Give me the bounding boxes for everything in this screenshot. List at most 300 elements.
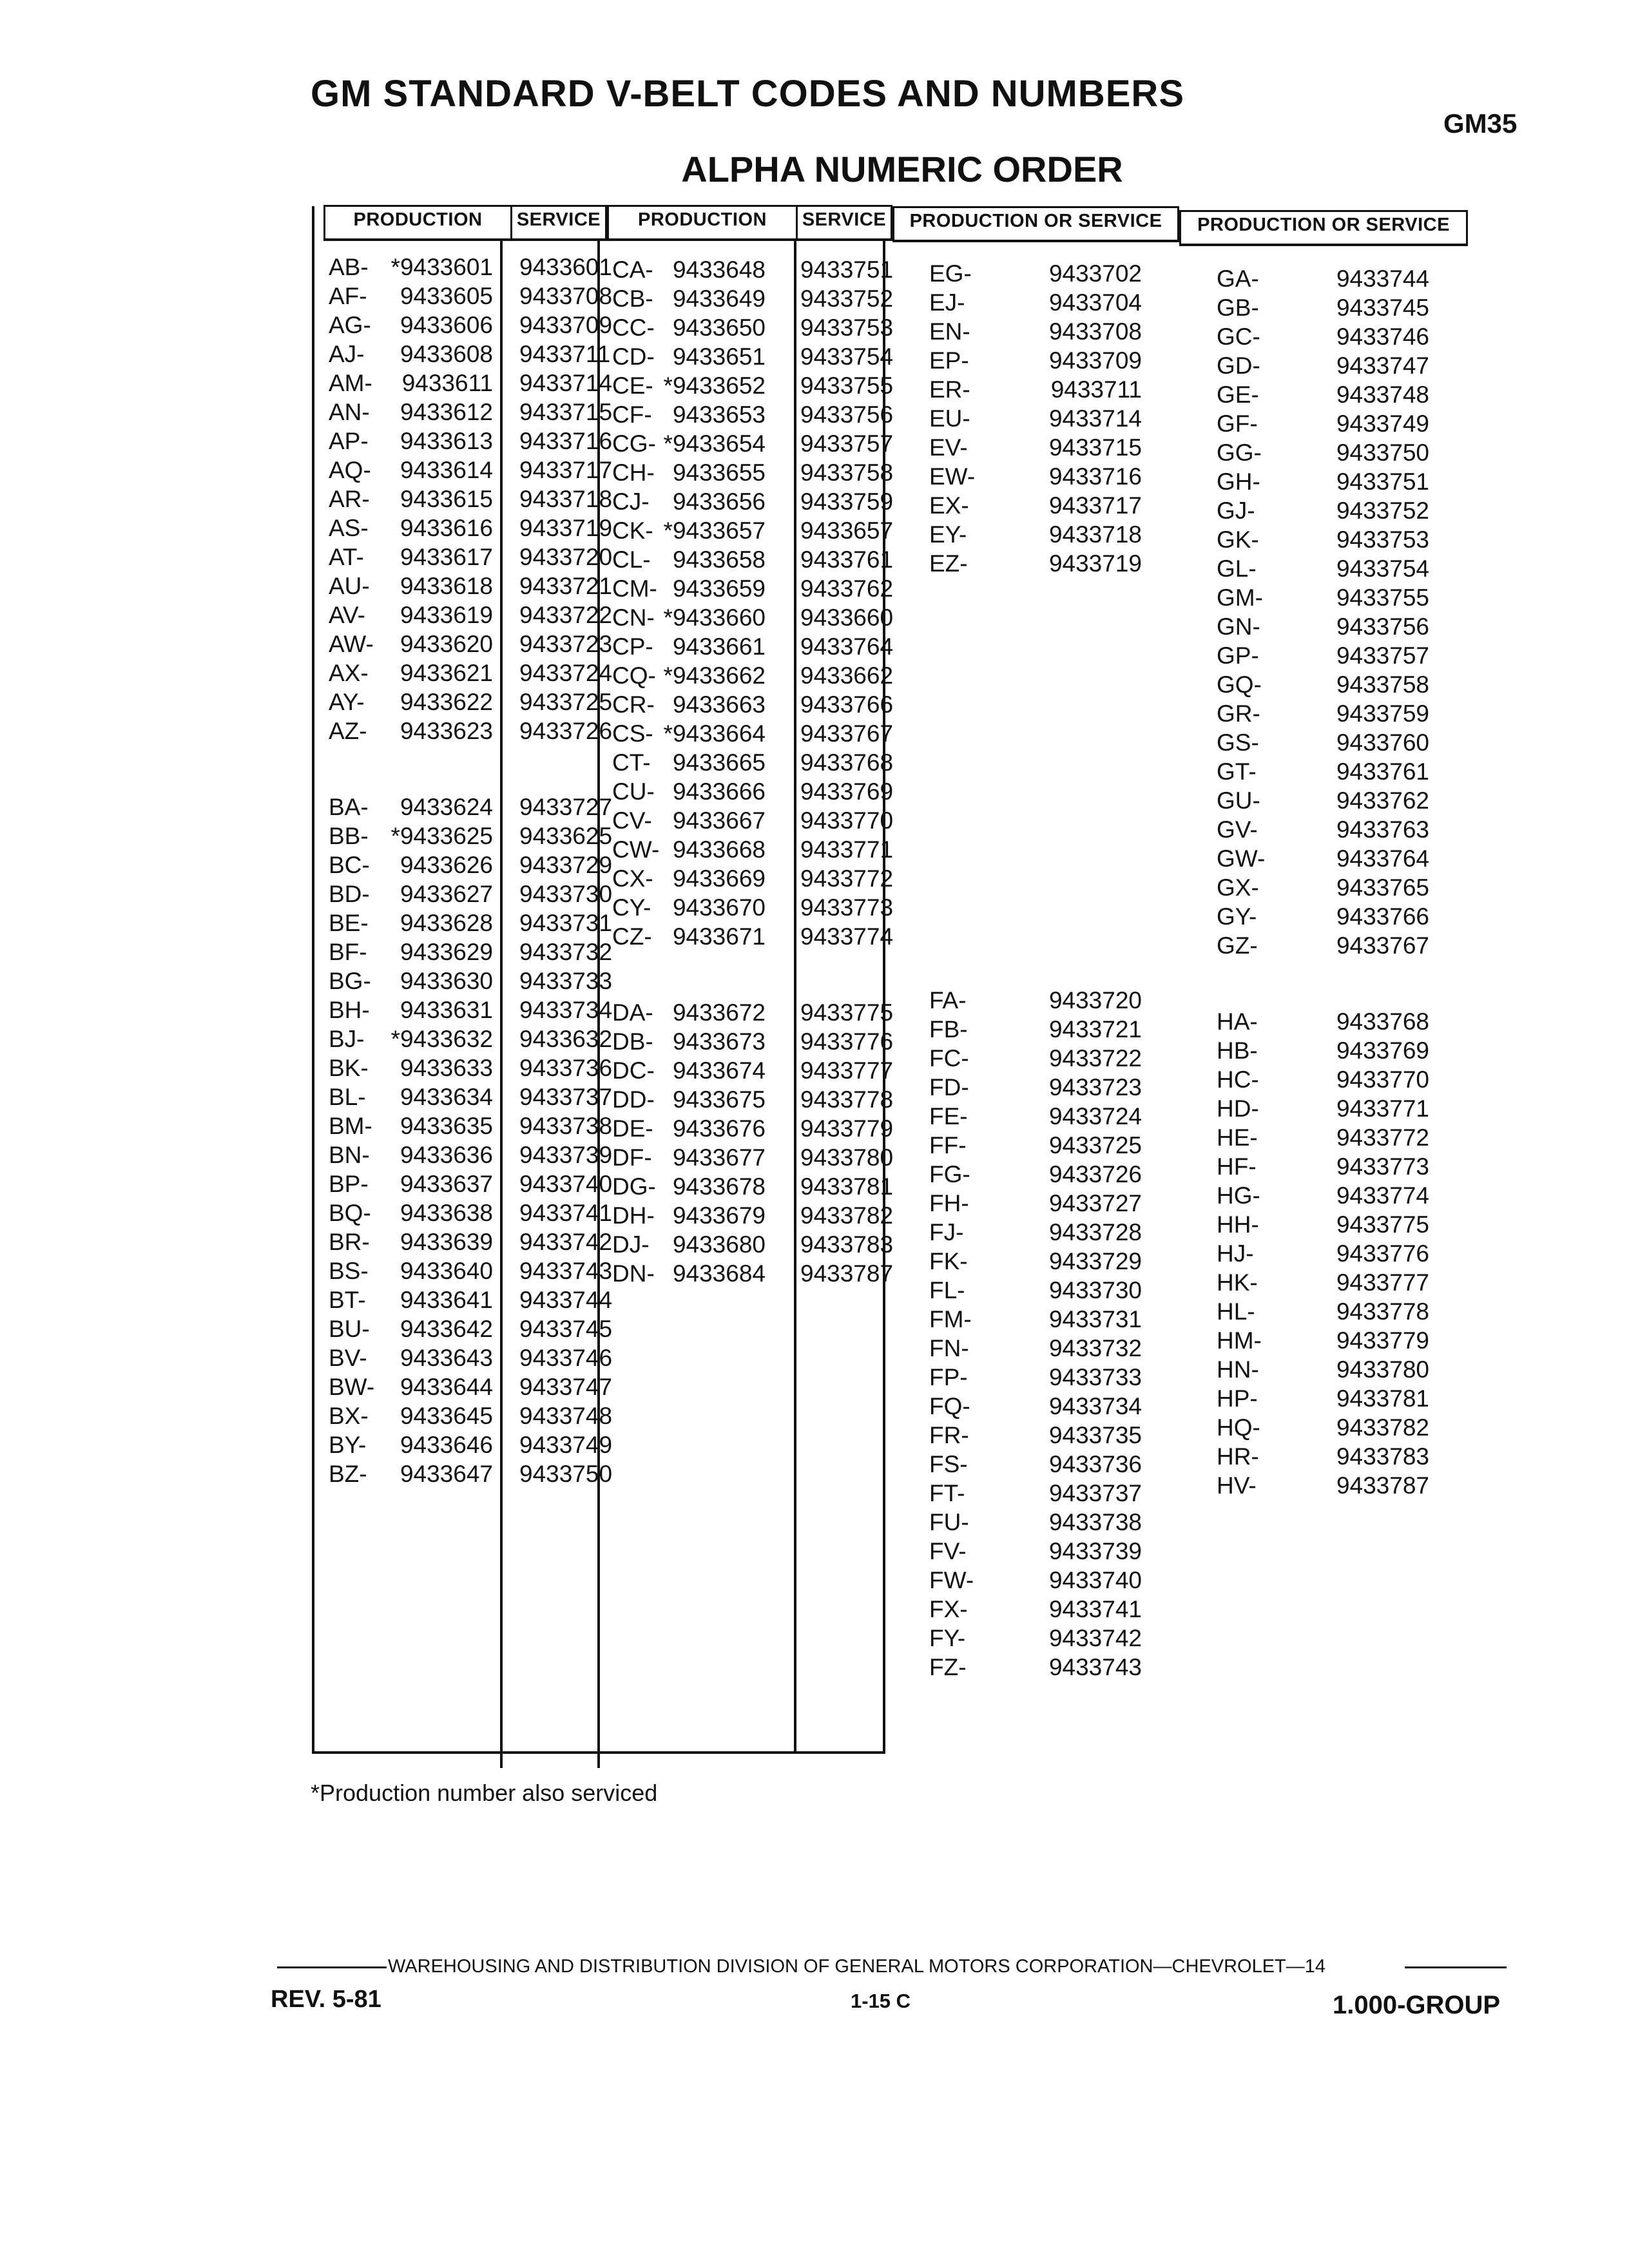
table-row xyxy=(329,514,613,543)
production-number: *9433654 xyxy=(663,430,766,457)
table-row xyxy=(612,1172,894,1201)
production-number: 9433674 xyxy=(672,1057,766,1084)
table-row xyxy=(929,1276,1161,1305)
belt-code: FY- xyxy=(929,1625,966,1651)
service-number: 9433781 xyxy=(800,1173,894,1200)
production-number: 9433748 xyxy=(1336,381,1429,408)
belt-code: FK- xyxy=(929,1248,968,1274)
belt-code: HJ- xyxy=(1217,1240,1254,1267)
production-number: 9433779 xyxy=(1336,1327,1429,1354)
belt-code: EN- xyxy=(929,318,970,345)
col2-top-group xyxy=(612,255,894,951)
table-row xyxy=(612,661,894,690)
belt-code: CU- xyxy=(612,778,655,805)
table-row xyxy=(329,1256,613,1285)
page-subtitle: ALPHA NUMERIC ORDER xyxy=(681,149,1123,189)
table-row xyxy=(1217,1471,1449,1500)
production-number: 9433753 xyxy=(1336,526,1429,553)
belt-code: GR- xyxy=(1217,700,1260,727)
table-row xyxy=(1217,1123,1449,1152)
table-row xyxy=(329,879,613,908)
production-number: 9433755 xyxy=(1336,584,1429,611)
production-number: 9433680 xyxy=(672,1231,766,1258)
service-number: 9433770 xyxy=(800,807,894,834)
production-number: 9433672 xyxy=(672,999,766,1026)
table-row xyxy=(329,908,613,937)
belt-code: GQ- xyxy=(1217,671,1262,698)
table-row xyxy=(329,601,613,629)
table-row xyxy=(1217,641,1449,670)
table-row xyxy=(929,1624,1161,1653)
production-number: 9433648 xyxy=(672,256,766,283)
table-row xyxy=(612,429,894,458)
service-number: 9433772 xyxy=(800,865,894,892)
production-number: 9433645 xyxy=(400,1403,493,1429)
table-row xyxy=(929,1044,1161,1073)
service-number: 9433773 xyxy=(800,894,894,921)
production-number: 9433629 xyxy=(400,939,493,965)
belt-code: CR- xyxy=(612,691,655,718)
belt-code: FL- xyxy=(929,1277,965,1303)
production-number: 9433715 xyxy=(1048,434,1142,461)
table-row xyxy=(1217,931,1449,960)
table-row xyxy=(329,427,613,456)
production-number: 9433655 xyxy=(672,459,766,486)
belt-code: CX- xyxy=(612,865,653,892)
belt-code: FM- xyxy=(929,1306,972,1332)
table-row xyxy=(329,253,613,282)
belt-code: DD- xyxy=(612,1086,655,1113)
production-number: 9433742 xyxy=(1048,1625,1142,1651)
production-number: 9433740 xyxy=(1048,1567,1142,1593)
production-number: 9433739 xyxy=(1048,1538,1142,1564)
belt-code: BG- xyxy=(329,968,371,994)
service-number: 9433752 xyxy=(800,285,894,312)
production-number: 9433766 xyxy=(1336,903,1429,930)
table-row xyxy=(1217,1152,1449,1181)
table-row xyxy=(1217,728,1449,757)
table-row xyxy=(329,1053,613,1082)
service-number: 9433601 xyxy=(519,254,613,280)
belt-code: BZ- xyxy=(329,1461,367,1487)
production-number: 9433729 xyxy=(1048,1248,1142,1274)
table-row xyxy=(612,1114,894,1143)
table-row xyxy=(612,1056,894,1085)
production-number: 9433661 xyxy=(672,633,766,660)
belt-code: BM- xyxy=(329,1113,372,1139)
production-number: 9433684 xyxy=(672,1260,766,1287)
service-number: 9433715 xyxy=(519,399,613,425)
header-prod-or-service-1 xyxy=(892,206,1179,242)
service-number: 9433759 xyxy=(800,488,894,515)
belt-code: BC- xyxy=(329,852,370,878)
page-number: 1-15 C xyxy=(851,1990,911,2012)
production-number: 9433723 xyxy=(1048,1074,1142,1100)
col3-top-group xyxy=(929,259,1161,578)
table-row xyxy=(329,1169,613,1198)
table-row xyxy=(1217,380,1449,409)
production-number: 9433749 xyxy=(1336,410,1429,437)
table-row xyxy=(612,806,894,835)
header-service-1-label: SERVICE xyxy=(516,209,601,230)
production-number: *9433662 xyxy=(663,662,766,689)
belt-code: GN- xyxy=(1217,613,1260,640)
production-number: 9433761 xyxy=(1336,758,1429,785)
belt-code: AG- xyxy=(329,312,371,338)
service-number: 9433737 xyxy=(519,1084,613,1110)
production-number: 9433714 xyxy=(1048,405,1142,432)
production-number: 9433762 xyxy=(1336,787,1429,814)
production-number: 9433711 xyxy=(1050,376,1142,403)
belt-code: AR- xyxy=(329,486,370,512)
service-number: 9433761 xyxy=(800,546,894,573)
table-bottom-border xyxy=(312,1751,885,1754)
belt-code: HP- xyxy=(1217,1385,1258,1412)
table-row xyxy=(329,398,613,427)
belt-code: GJ- xyxy=(1217,497,1255,524)
table-row xyxy=(1217,322,1449,351)
belt-code: AJ- xyxy=(329,341,365,367)
table-row xyxy=(1217,438,1449,467)
table-row xyxy=(612,1259,894,1288)
belt-code: AN- xyxy=(329,399,370,425)
service-number: 9433782 xyxy=(800,1202,894,1229)
table-row xyxy=(929,1015,1161,1044)
belt-code: BQ- xyxy=(329,1200,371,1226)
service-number: 9433777 xyxy=(800,1057,894,1084)
belt-code: AP- xyxy=(329,428,369,454)
column-ab xyxy=(329,253,613,1488)
belt-code: EV- xyxy=(929,434,968,461)
production-number: 9433725 xyxy=(1048,1132,1142,1158)
table-row xyxy=(612,1143,894,1172)
table-row xyxy=(612,777,894,806)
table-row xyxy=(929,986,1161,1015)
production-number: 9433716 xyxy=(1048,463,1142,490)
table-row xyxy=(1217,525,1449,554)
production-number: 9433721 xyxy=(1048,1016,1142,1043)
table-row xyxy=(1217,1384,1449,1413)
service-number: 9433662 xyxy=(800,662,894,689)
belt-code: CJ- xyxy=(612,488,650,515)
table-row xyxy=(612,545,894,574)
table-row xyxy=(329,658,613,687)
production-number: 9433617 xyxy=(400,544,493,570)
production-number: 9433736 xyxy=(1048,1451,1142,1477)
service-number: 9433729 xyxy=(519,852,613,878)
belt-code: GY- xyxy=(1217,903,1257,930)
production-number: 9433709 xyxy=(1048,347,1142,374)
belt-code: GC- xyxy=(1217,323,1260,350)
production-number: 9433752 xyxy=(1336,497,1429,524)
production-number: 9433781 xyxy=(1336,1385,1429,1412)
production-number: 9433717 xyxy=(1048,492,1142,519)
table-row xyxy=(1217,1210,1449,1239)
belt-code: BF- xyxy=(329,939,367,965)
service-number: 9433751 xyxy=(800,256,894,283)
belt-code: FG- xyxy=(929,1161,970,1187)
table-row xyxy=(929,1131,1161,1160)
production-number: 9433754 xyxy=(1336,555,1429,582)
belt-code: HH- xyxy=(1217,1211,1259,1238)
production-number: 9433702 xyxy=(1048,260,1142,287)
production-number: 9433630 xyxy=(400,968,493,994)
belt-code: CM- xyxy=(612,575,657,602)
col4-top-group xyxy=(1217,264,1449,960)
production-number: 9433724 xyxy=(1048,1103,1142,1129)
production-number: 9433641 xyxy=(400,1287,493,1313)
table-row xyxy=(1217,1413,1449,1442)
belt-code: FP- xyxy=(929,1364,968,1390)
production-number: 9433757 xyxy=(1336,642,1429,669)
belt-code: CV- xyxy=(612,807,652,834)
service-number: 9433771 xyxy=(800,836,894,863)
table-row xyxy=(329,1314,613,1343)
table-row xyxy=(329,1343,613,1372)
service-number: 9433766 xyxy=(800,691,894,718)
belt-code: CA- xyxy=(612,256,653,283)
production-number: *9433660 xyxy=(663,604,766,631)
table-row xyxy=(1217,409,1449,438)
table-row xyxy=(929,1392,1161,1421)
production-number: 9433613 xyxy=(400,428,493,454)
production-number: *9433632 xyxy=(390,1026,493,1052)
service-number: 9433750 xyxy=(519,1461,613,1487)
production-number: 9433778 xyxy=(1336,1298,1429,1325)
production-number: 9433620 xyxy=(400,631,493,657)
table-row xyxy=(1217,815,1449,844)
production-number: 9433675 xyxy=(672,1086,766,1113)
table-row xyxy=(1217,1036,1449,1065)
service-number: 9433708 xyxy=(519,283,613,309)
belt-code: GL- xyxy=(1217,555,1257,582)
production-number: 9433759 xyxy=(1336,700,1429,727)
production-number: *9433601 xyxy=(390,254,493,280)
header-production-1 xyxy=(323,205,512,241)
production-number: 9433670 xyxy=(672,894,766,921)
table-row xyxy=(929,433,1161,462)
belt-code: BH- xyxy=(329,997,370,1023)
belt-code: CF- xyxy=(612,401,652,428)
table-row xyxy=(612,487,894,516)
table-row xyxy=(1217,873,1449,902)
service-number: 9433722 xyxy=(519,602,613,628)
production-number: 9433649 xyxy=(672,285,766,312)
production-number: 9433730 xyxy=(1048,1277,1142,1303)
table-row xyxy=(1217,902,1449,931)
belt-code: AQ- xyxy=(329,457,371,483)
service-number: 9433738 xyxy=(519,1113,613,1139)
production-number: 9433751 xyxy=(1336,468,1429,495)
production-number: 9433783 xyxy=(1336,1443,1429,1470)
production-number: 9433669 xyxy=(672,865,766,892)
belt-code: GB- xyxy=(1217,294,1259,321)
table-row xyxy=(329,456,613,485)
table-row xyxy=(329,687,613,716)
production-number: 9433614 xyxy=(400,457,493,483)
table-row xyxy=(612,864,894,893)
production-number: 9433728 xyxy=(1048,1219,1142,1245)
belt-code: GM- xyxy=(1217,584,1263,611)
belt-code: GP- xyxy=(1217,642,1259,669)
belt-code: ER- xyxy=(929,376,970,403)
service-number: 9433769 xyxy=(800,778,894,805)
service-number: 9433775 xyxy=(800,999,894,1026)
table-row xyxy=(1217,1355,1449,1384)
table-row xyxy=(329,1227,613,1256)
belt-code: HL- xyxy=(1217,1298,1255,1325)
table-row xyxy=(329,1140,613,1169)
belt-code: GS- xyxy=(1217,729,1259,756)
belt-code: FZ- xyxy=(929,1654,967,1680)
production-number: 9433646 xyxy=(400,1432,493,1458)
service-number: 9433730 xyxy=(519,881,613,907)
group-label: 1.000-GROUP xyxy=(1333,1991,1501,2019)
production-number: 9433758 xyxy=(1336,671,1429,698)
belt-code: AB- xyxy=(329,254,369,280)
belt-code: BP- xyxy=(329,1171,369,1197)
belt-code: DH- xyxy=(612,1202,655,1229)
belt-code: BN- xyxy=(329,1142,370,1168)
belt-code: HG- xyxy=(1217,1182,1260,1209)
table-row xyxy=(929,1073,1161,1102)
table-row xyxy=(612,342,894,371)
table-row xyxy=(612,748,894,777)
belt-code: BY- xyxy=(329,1432,367,1458)
production-number: 9433671 xyxy=(672,923,766,950)
production-number: 9433744 xyxy=(1336,265,1429,292)
table-row xyxy=(1217,1239,1449,1268)
belt-code: GE- xyxy=(1217,381,1259,408)
table-row xyxy=(929,1363,1161,1392)
service-number: 9433660 xyxy=(800,604,894,631)
table-row xyxy=(329,966,613,995)
service-number: 9433756 xyxy=(800,401,894,428)
belt-code: CT- xyxy=(612,749,651,776)
production-number: 9433767 xyxy=(1336,932,1429,959)
belt-code: FJ- xyxy=(929,1219,964,1245)
service-number: 9433774 xyxy=(800,923,894,950)
table-row xyxy=(329,1372,613,1401)
service-number: 9433778 xyxy=(800,1086,894,1113)
production-number: 9433737 xyxy=(1048,1480,1142,1506)
header-production-2 xyxy=(607,205,798,241)
service-number: 9433725 xyxy=(519,689,613,715)
table-row xyxy=(329,1082,613,1111)
belt-code: CZ- xyxy=(612,923,652,950)
table-row xyxy=(929,1595,1161,1624)
table-row xyxy=(329,369,613,398)
belt-code: FN- xyxy=(929,1335,969,1361)
belt-code: EG- xyxy=(929,260,972,287)
table-row xyxy=(1217,786,1449,815)
service-number: 9433726 xyxy=(519,718,613,744)
table-row xyxy=(612,690,894,719)
belt-code: EY- xyxy=(929,521,967,548)
belt-code: HE- xyxy=(1217,1124,1258,1151)
production-number: 9433658 xyxy=(672,546,766,573)
belt-code: BK- xyxy=(329,1055,369,1081)
production-number: 9433627 xyxy=(400,881,493,907)
production-number: 9433623 xyxy=(400,718,493,744)
table-row xyxy=(612,922,894,951)
service-number: 9433753 xyxy=(800,314,894,341)
table-row xyxy=(612,719,894,748)
belt-code: FH- xyxy=(929,1190,969,1216)
production-number: 9433626 xyxy=(400,852,493,878)
footnote: *Production number also serviced xyxy=(311,1780,658,1806)
table-row xyxy=(1217,554,1449,583)
production-number: *9433625 xyxy=(390,823,493,849)
production-number: 9433731 xyxy=(1048,1306,1142,1332)
belt-code: EX- xyxy=(929,492,969,519)
belt-code: FD- xyxy=(929,1074,969,1100)
table-row xyxy=(1217,844,1449,873)
production-number: 9433704 xyxy=(1048,289,1142,316)
production-number: 9433667 xyxy=(672,807,766,834)
production-number: 9433735 xyxy=(1048,1422,1142,1448)
production-number: *9433664 xyxy=(663,720,766,747)
header-prod-or-service-1-label: PRODUCTION OR SERVICE xyxy=(909,211,1162,231)
table-row xyxy=(329,1198,613,1227)
belt-code: BS- xyxy=(329,1258,369,1284)
belt-code: GK- xyxy=(1217,526,1259,553)
production-number: 9433642 xyxy=(400,1316,493,1342)
belt-code: GF- xyxy=(1217,410,1258,437)
table-row xyxy=(1217,612,1449,641)
table-row xyxy=(929,549,1161,578)
service-number: 9433721 xyxy=(519,573,613,599)
production-number: 9433726 xyxy=(1048,1161,1142,1187)
header-production-2-label: PRODUCTION xyxy=(638,209,767,230)
column-gh xyxy=(1217,264,1449,1500)
belt-code: FX- xyxy=(929,1596,968,1622)
belt-code: HC- xyxy=(1217,1066,1259,1093)
production-number: 9433733 xyxy=(1048,1364,1142,1390)
belt-code: GW- xyxy=(1217,845,1266,872)
production-number: 9433666 xyxy=(672,778,766,805)
table-row xyxy=(1217,1442,1449,1471)
production-number: 9433719 xyxy=(1048,550,1142,577)
service-number: 9433746 xyxy=(519,1345,613,1371)
belt-code: FW- xyxy=(929,1567,974,1593)
service-number: 9433736 xyxy=(519,1055,613,1081)
table-row xyxy=(612,1201,894,1230)
belt-code: DE- xyxy=(612,1115,653,1142)
production-number: 9433656 xyxy=(672,488,766,515)
service-number: 9433709 xyxy=(519,312,613,338)
belt-code: DN- xyxy=(612,1260,655,1287)
production-number: 9433750 xyxy=(1336,439,1429,466)
belt-code: BT- xyxy=(329,1287,366,1313)
belt-code: FC- xyxy=(929,1045,969,1072)
production-number: *9433657 xyxy=(663,517,766,544)
belt-code: GV- xyxy=(1217,816,1258,843)
revision: REV. 5-81 xyxy=(271,1986,381,2013)
table-row xyxy=(329,1459,613,1488)
service-number: 9433755 xyxy=(800,372,894,399)
production-number: 9433746 xyxy=(1336,323,1429,350)
header-service-2 xyxy=(796,205,892,241)
table-row xyxy=(929,375,1161,404)
production-number: 9433631 xyxy=(400,997,493,1023)
belt-code: HA- xyxy=(1217,1008,1258,1035)
belt-code: HQ- xyxy=(1217,1414,1260,1441)
table-row xyxy=(929,346,1161,375)
header-prod-or-service-2 xyxy=(1179,210,1468,246)
belt-code: CN- xyxy=(612,604,655,631)
service-number: 9433783 xyxy=(800,1231,894,1258)
